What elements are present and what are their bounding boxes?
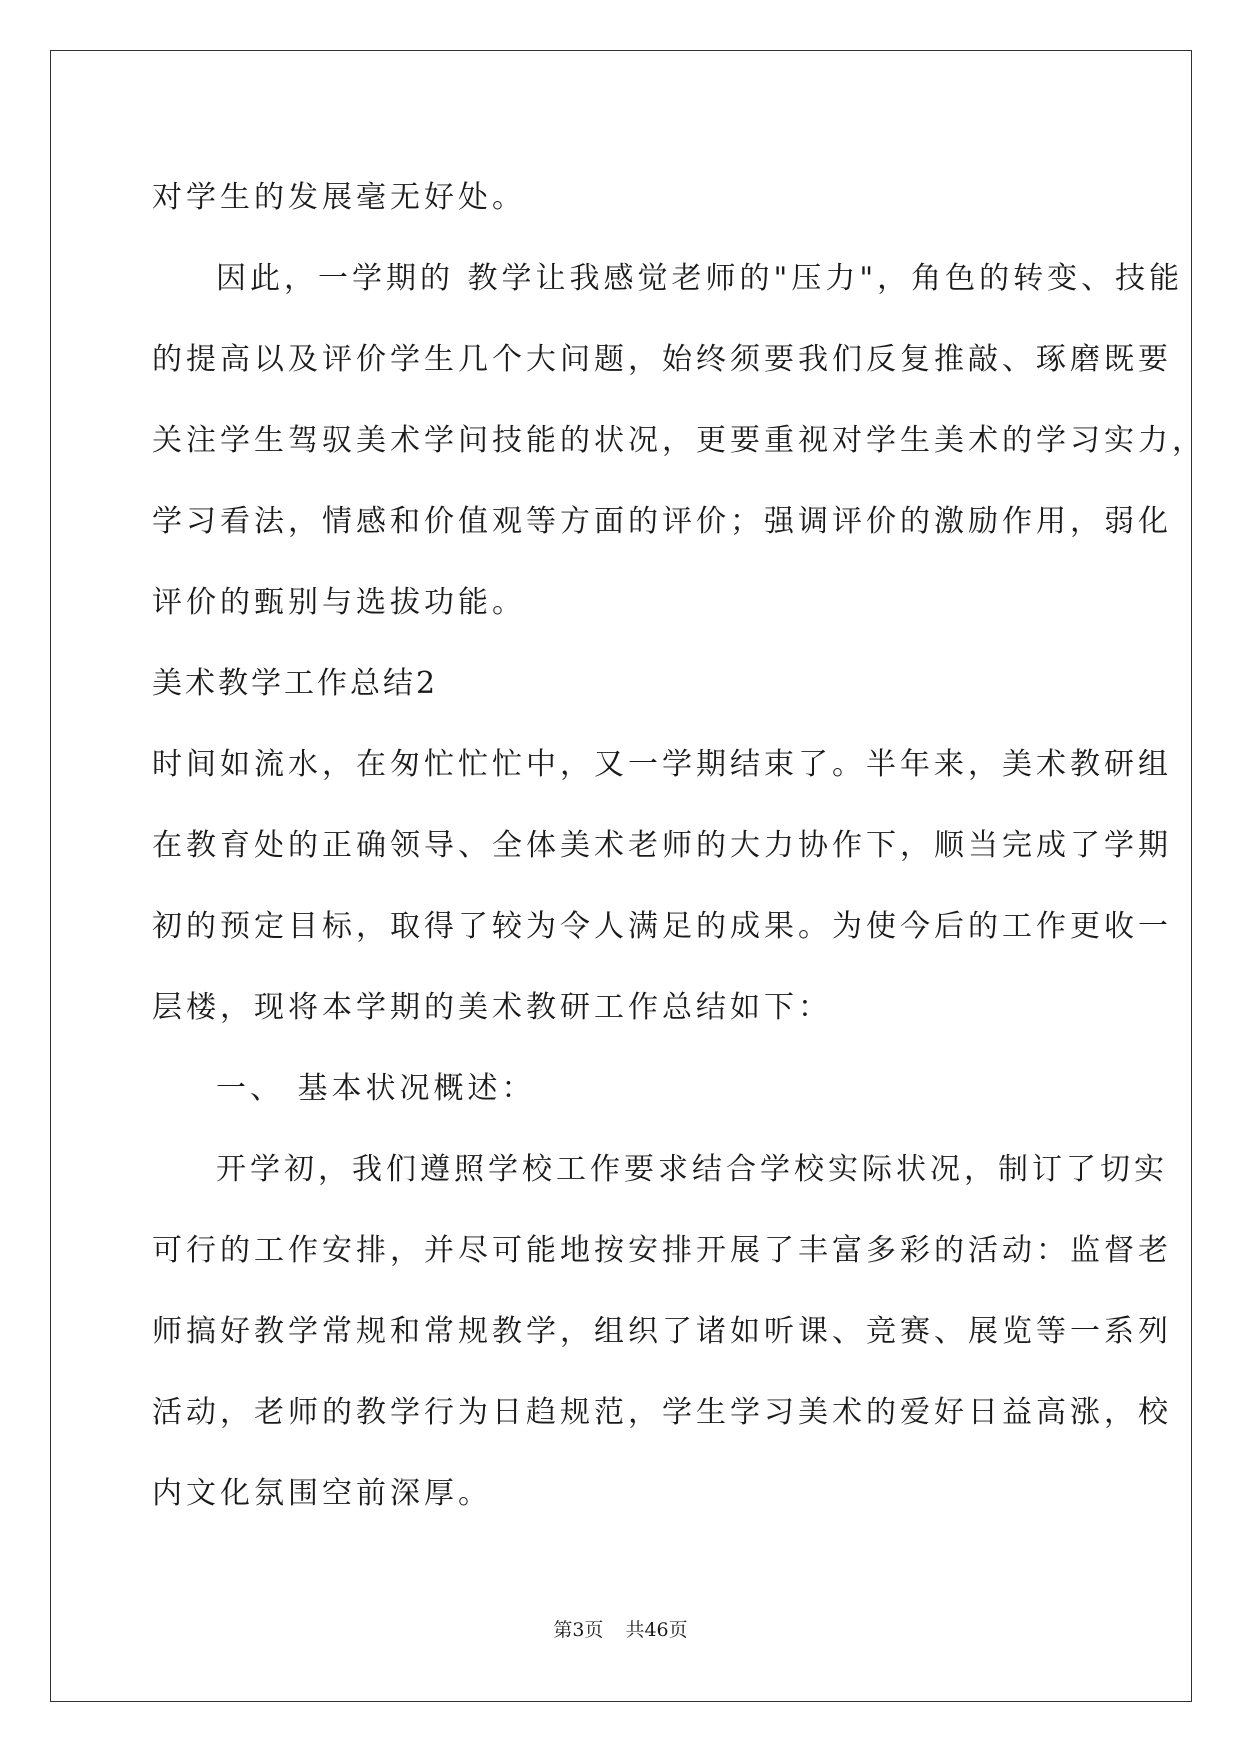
- paragraph-line: 可行的工作安排，并尽可能地按安排开展了丰富多彩的活动：监督老: [152, 1233, 1172, 1268]
- paragraph-line: 内文化氛围空前深厚。: [152, 1476, 492, 1511]
- page-footer: [0, 1618, 1241, 1642]
- paragraph-line: 学习看法，情感和价值观等方面的评价；强调评价的激励作用，弱化: [152, 504, 1172, 539]
- current-page-number: 第3页: [553, 1619, 604, 1641]
- paragraph-line: 层楼，现将本学期的美术教研工作总结如下：: [152, 990, 832, 1025]
- paragraph-line: 师搞好教学常规和常规教学，组织了诸如听课、竞赛、展览等一系列: [152, 1314, 1172, 1349]
- paragraph-line: 在教育处的正确领导、全体美术老师的大力协作下，顺当完成了学期: [152, 828, 1172, 863]
- paragraph-line: 时间如流水，在匆忙忙忙中，又一学期结束了。半年来，美术教研组: [152, 747, 1172, 782]
- section-heading: 美术教学工作总结2: [152, 666, 439, 701]
- paragraph-line: 的提高以及评价学生几个大问题，始终须要我们反复推敲、琢磨既要: [152, 342, 1172, 377]
- paragraph-line: 评价的甄别与选拔功能。: [152, 585, 526, 620]
- paragraph-line: 活动，老师的教学行为日趋规范，学生学习美术的爱好日益高涨，校: [152, 1395, 1172, 1430]
- paragraph-line: 因此，一学期的 教学让我感觉老师的"压力"，角色的转变、技能: [216, 261, 1184, 296]
- paragraph-line: 对学生的发展毫无好处。: [152, 180, 526, 215]
- paragraph-line: 初的预定目标，取得了较为令人满足的成果。为使今后的工作更收一: [152, 909, 1172, 944]
- subsection-heading: 一、 基本状况概述：: [216, 1071, 536, 1106]
- document-body: [152, 157, 1206, 1534]
- total-page-count: 共46页: [625, 1619, 688, 1641]
- paragraph-line: 开学初，我们遵照学校工作要求结合学校实际状况，制订了切实: [216, 1152, 1168, 1187]
- paragraph-line: 关注学生驾驭美术学问技能的状况，更要重视对学生美术的学习实力，: [152, 423, 1206, 458]
